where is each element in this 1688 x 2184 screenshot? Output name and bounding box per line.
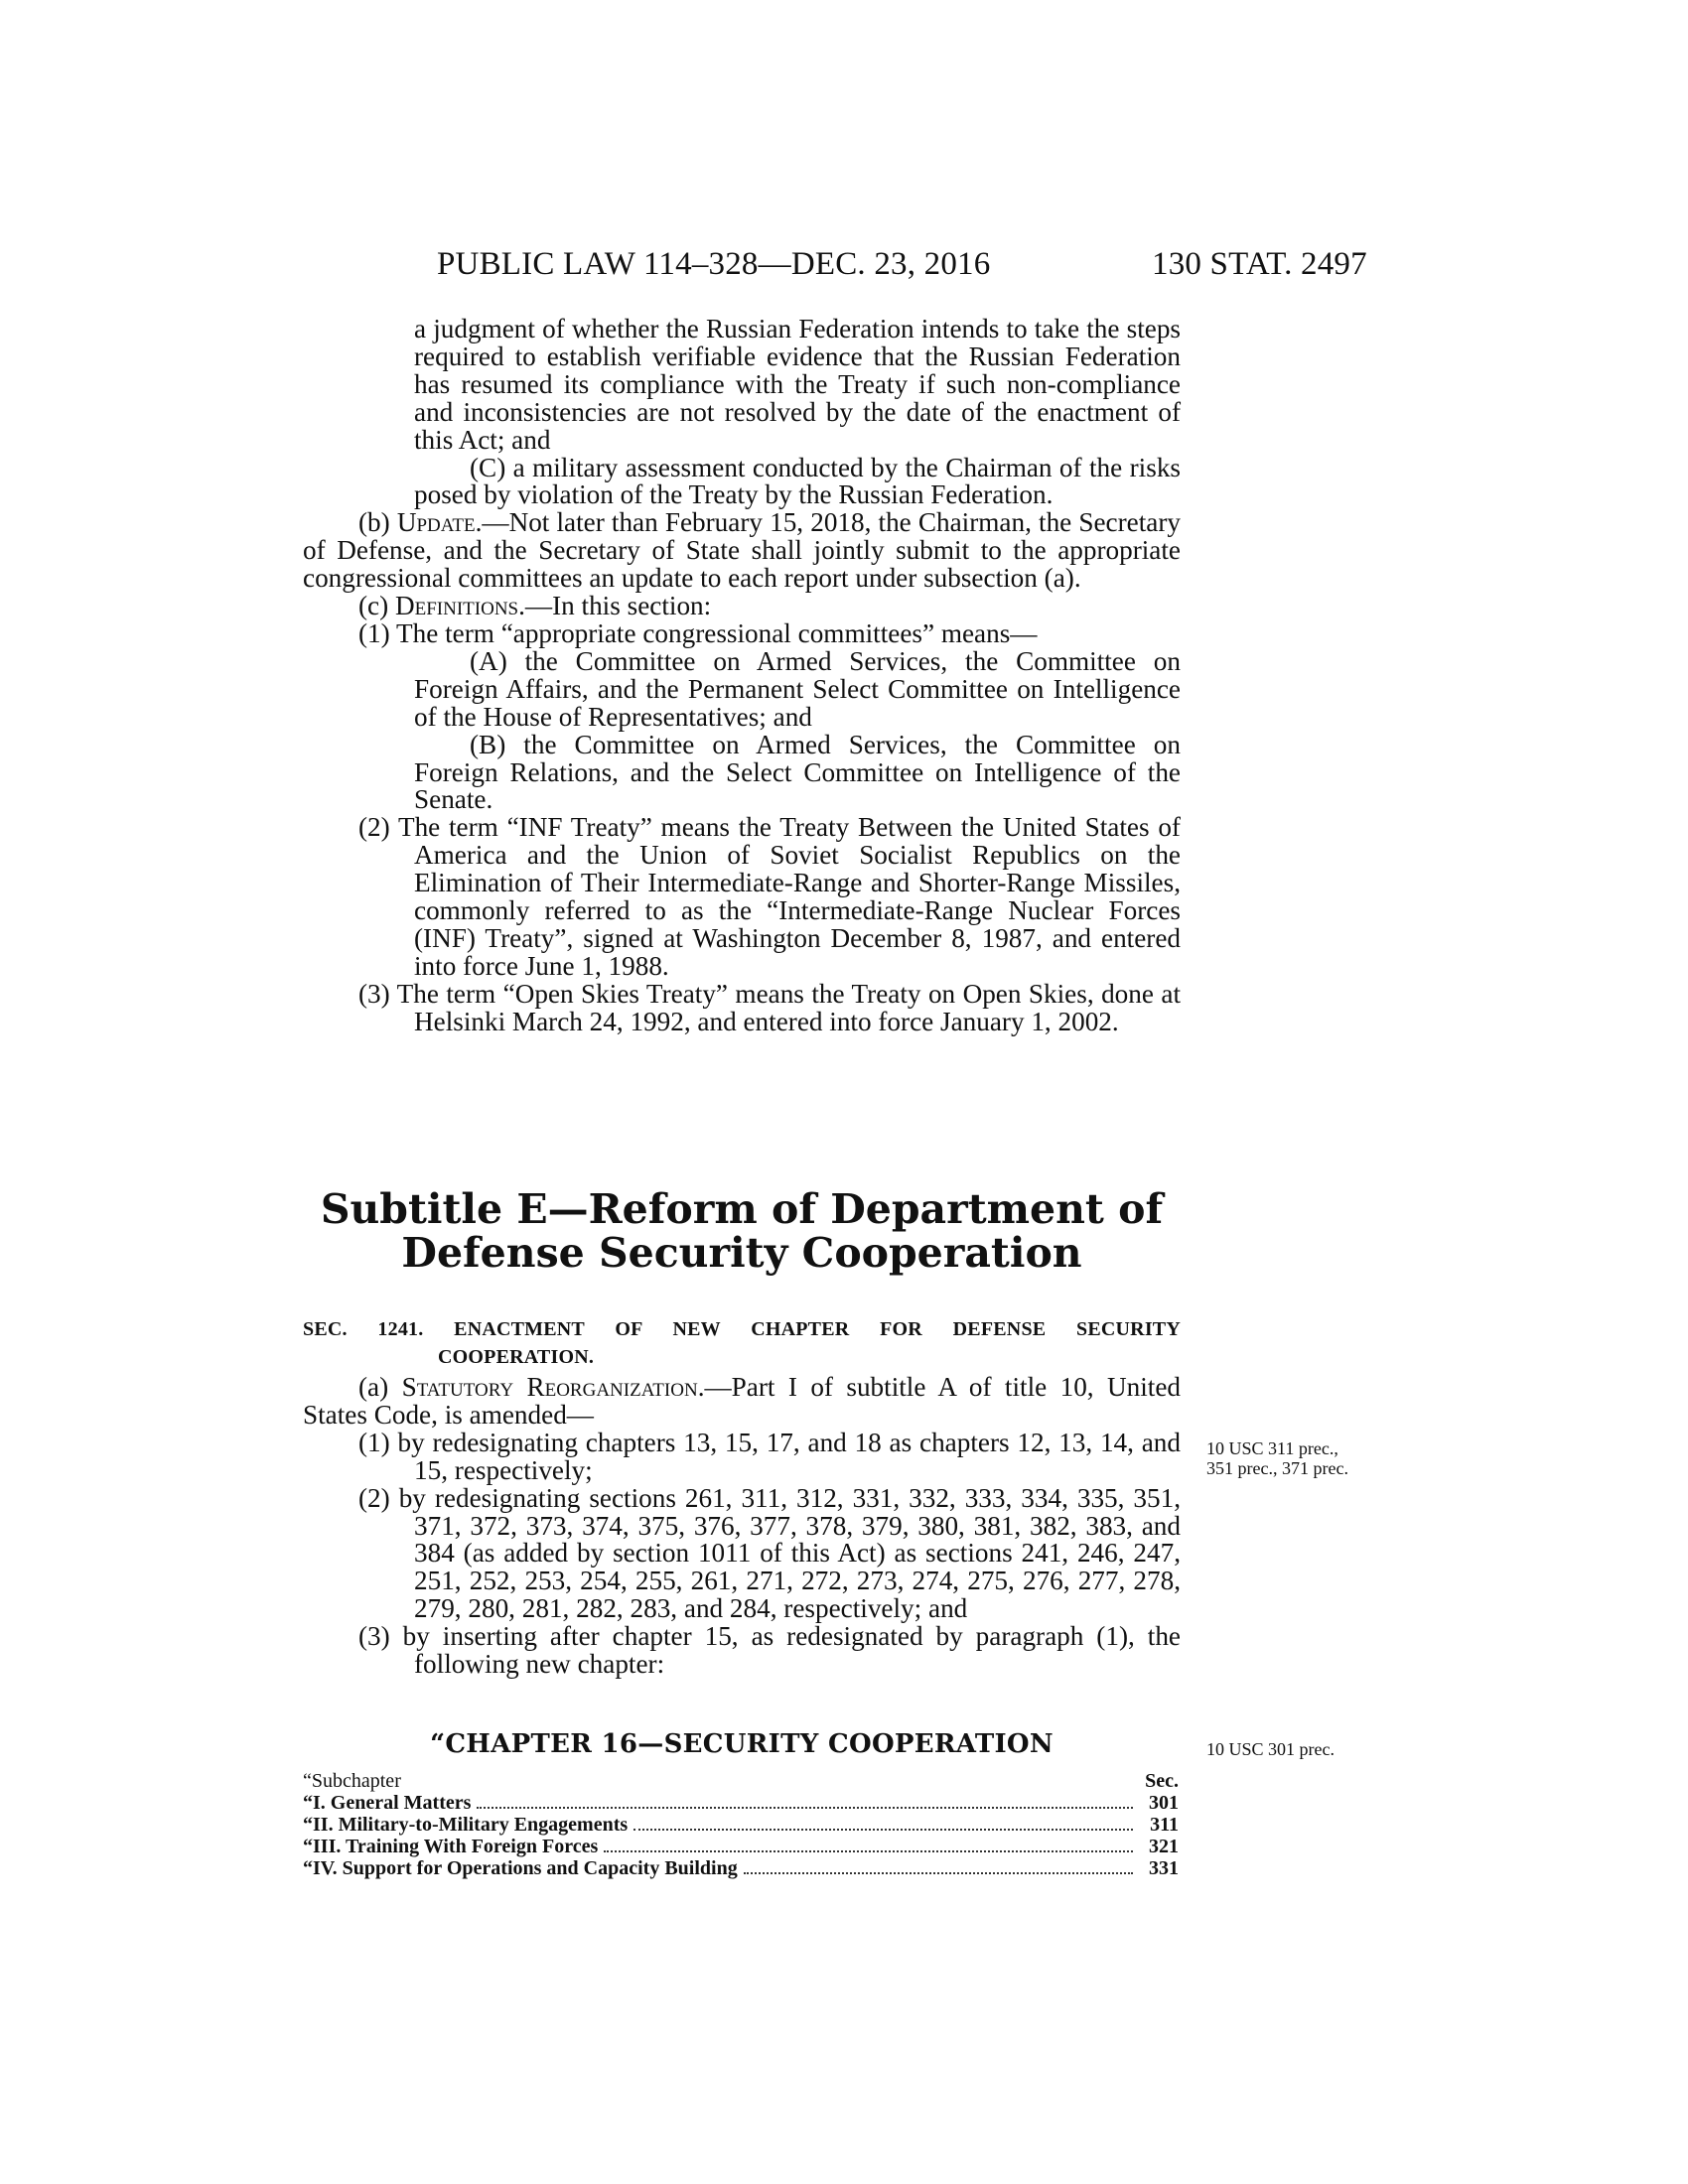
leader-dots <box>633 1829 1133 1831</box>
body-text <box>303 316 1181 1036</box>
subsection-c-heading: Definitions <box>394 591 519 621</box>
chapter-title: “CHAPTER 16—SECURITY COOPERATION <box>430 1729 1054 1759</box>
definition-3: (3) The term “Open Skies Treaty” means the Treaty on Open Skies, done at Helsinki March 24, 1992, and entered into force January 1, 2002. <box>358 978 1181 1036</box>
toc-row: “IV. Support for Operations and Capacity Building 331 <box>303 1857 1179 1879</box>
definition-1a: (A) the Committee on Armed Services, the Committee on Foreign Affairs, and the Permanent Select Committee on Intelligence of the House of Representatives; and <box>414 645 1181 732</box>
toc-row: “I. General Matters 301 <box>303 1792 1179 1814</box>
definition-1b: (B) the Committee on Armed Services, the Committee on Foreign Relations, and the Select Committee on Intelligence of the Senate. <box>414 729 1181 815</box>
subsection-a-heading: Statutory Reorganization <box>401 1372 698 1402</box>
leader-dots <box>744 1872 1133 1874</box>
subsection-b: (b) Update.—Not later than February 15, 2018, the Chairman, the Secretary of Defense, and the Secretary of State shall jointly submit to the appropriate congressional committees an update to each report under subsection (a). <box>303 507 1182 594</box>
margin-citation-1: 10 USC 311 prec., 351 prec., 371 prec. <box>1206 1438 1348 1478</box>
definition-1: (1) The term “appropriate congressional committees” means— <box>358 617 1038 648</box>
toc-row: “III. Training With Foreign Forces 321 <box>303 1836 1179 1857</box>
margin-citation-2: 10 USC 301 prec. <box>1206 1739 1335 1759</box>
chapter-table-of-contents <box>303 1770 1179 1879</box>
amendment-3: (3) by inserting after chapter 15, as redesignated by paragraph (1), the following new chapter: <box>358 1621 1181 1680</box>
toc-header: “Subchapter Sec. <box>303 1770 1179 1792</box>
page-number: 130 STAT. 2497 <box>1152 246 1367 282</box>
leader-dots <box>604 1850 1133 1852</box>
amendment-2: (2) by redesignating sections 261, 311, 312, 331, 332, 333, 334, 335, 351, 371, 372, 373, 374, 375, 376, 377, 378, 379, 380, 381, 382, 383, and 384 (as added by section 1011 of this Act) as sections 241, 246, 247, 251, 252, 253, 254, 255, 261, 271, 272, 273, 274, 275, 276, 277, 278, 279, 280, 281, 282, 283, and 284, respectively; and <box>358 1482 1181 1624</box>
section-body <box>303 1374 1181 1679</box>
definition-2: (2) The term “INF Treaty” means the Treaty Between the United States of America and the Union of Soviet Socialist Republics on the Elimination of Their Intermediate-Range and Shorter-Range Missiles, commonly referred to as the “Intermediate-Range Nuclear Forces (INF) Treaty”, signed at Washington December 8, 1987, and entered into force June 1, 1988. <box>358 812 1181 981</box>
amendment-1: (1) by redesignating chapters 13, 15, 17, and 18 as chapters 12, 13, 14, and 15, respectively; <box>358 1427 1181 1485</box>
subsection-b-heading: Update <box>396 507 476 538</box>
paragraph-b-continued: a judgment of whether the Russian Federation intends to take the steps required to establish verifiable evidence that the Russian Federation has resumed its compliance with the Treaty if such non-compliance and inconsistencies are not resolved by the date of the enactment of this Act; and <box>414 314 1181 455</box>
subsection-c: (c) Definitions.—In this section: <box>358 591 712 621</box>
toc-row: “II. Military-to-Military Engagements 311 <box>303 1814 1179 1836</box>
running-header-left: PUBLIC LAW 114–328—DEC. 23, 2016 <box>437 246 991 282</box>
section-heading: SEC. 1241. ENACTMENT OF NEW CHAPTER FOR DEFENSE SECURITY COOPERATION. <box>303 1318 1181 1368</box>
paragraph-c: (C) a military assessment conducted by the Chairman of the risks posed by violation of the Treaty by the Russian Federation. <box>414 452 1181 510</box>
subsection-a: (a) Statutory Reorganization.—Part I of subtitle A of title 10, United States Code, is amended— <box>303 1372 1181 1430</box>
leader-dots <box>477 1807 1133 1809</box>
subtitle-heading: Subtitle E—Reform of Department of Defense Security Cooperation <box>320 1185 1164 1277</box>
